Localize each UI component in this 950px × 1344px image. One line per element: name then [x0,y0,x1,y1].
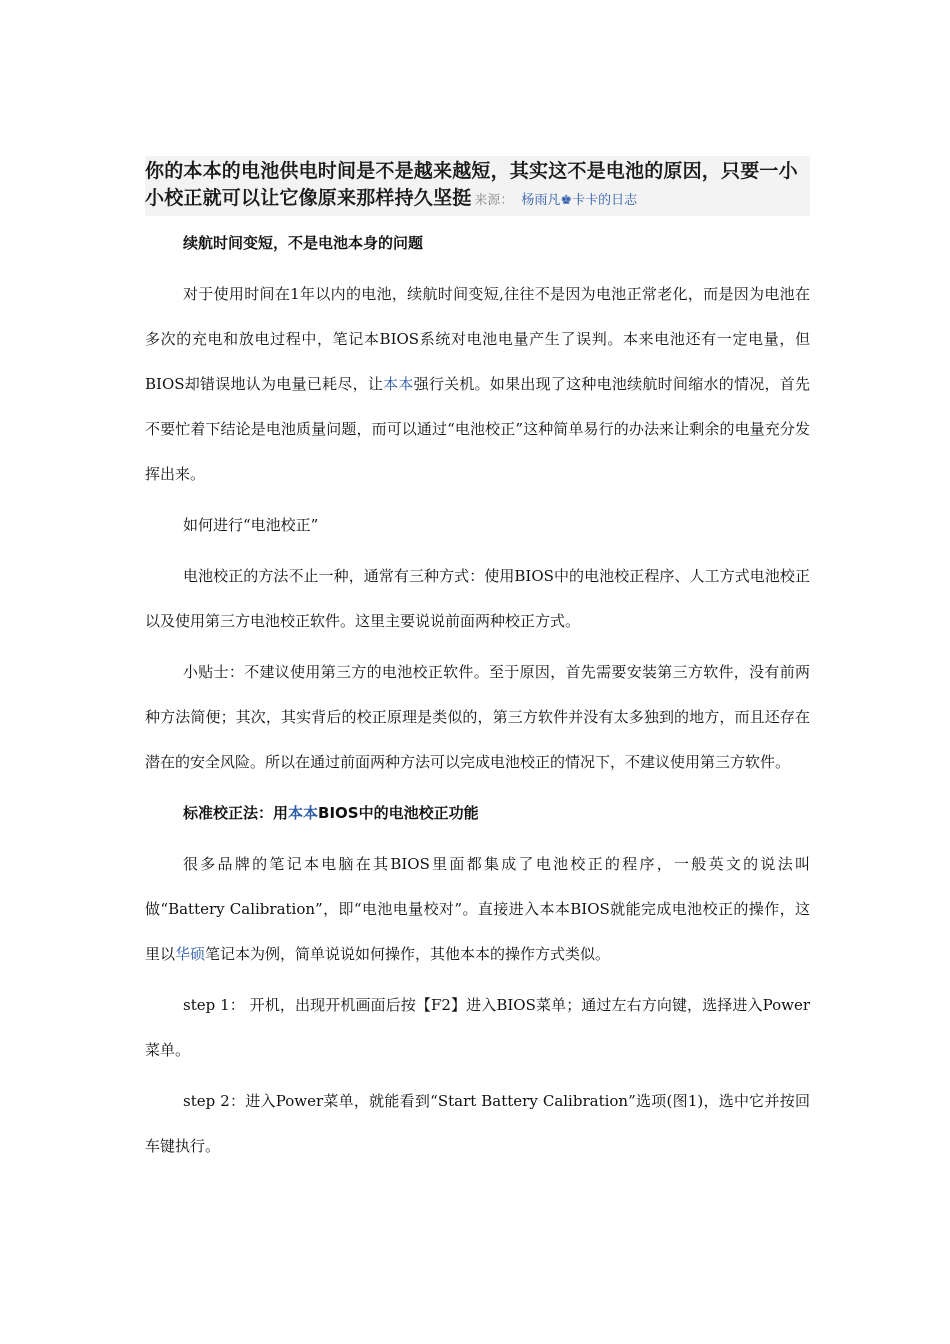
section-heading-bios-method: 标准校正法：用本本BIOS中的电池校正功能 [183,804,479,822]
paragraph-step-2: step 2：进入Power菜单，就能看到“Start Battery Calibration”选项(图1)，选中它并按回车键执行。 [145,1092,810,1155]
article-title: 你的本本的电池供电时间是不是越来越短，其实这不是电池的原因，只要一小小校正就可以让它像原来那样持久坚挺 [145,160,798,209]
article [145,156,810,1169]
paragraph-step-1: step 1： 开机，出现开机画面后按【F2】进入BIOS菜单；通过左右方向键，选择进入Power菜单。 [145,996,810,1059]
laptop-link-heading[interactable]: 本本 [288,804,319,822]
laptop-link[interactable]: 本本 [383,375,414,393]
source-link[interactable]: 杨雨凡♚卡卡的日志 [521,193,638,208]
asus-link[interactable]: 华硕 [175,945,206,963]
paragraph-tip: 小贴士：不建议使用第三方的电池校正软件。至于原因，首先需要安装第三方软件，没有前两种方法简便；其次，其实背后的校正原理是类似的，第三方软件并没有太多独到的地方，而且还存在潜在的安全风险。所以在通过前面两种方法可以完成电池校正的情况下，不建议使用第三方软件。 [145,663,810,771]
paragraph-intro: 对于使用时间在1年以内的电池，续航时间变短,往往不是因为电池正常老化，而是因为电池在多次的充电和放电过程中，笔记本BIOS系统对电池电量产生了误判。本来电池还有一定电量，但BIOS却错误地认为电量已耗尽，让本本强行关机。如果出现了这种电池续航时间缩水的情况，首先不要忙着下结论是电池质量问题，而可以通过“电池校正”这种简单易行的办法来让剩余的电量充分发挥出来。 [145,285,810,483]
paragraph-how-to: 如何进行“电池校正” [183,516,319,534]
paragraph-bios-calibration: 很多品牌的笔记本电脑在其BIOS里面都集成了电池校正的程序，一般英文的说法叫做“Battery Calibration”，即“电池电量校对”。直接进入本本BIOS就能完成电池校正的操作，这里以华硕笔记本为例，简单说说如何操作，其他本本的操作方式类似。 [145,855,810,963]
section-heading-battery-life: 续航时间变短，不是电池本身的问题 [183,234,424,252]
source-label: 来源： [474,193,514,208]
paragraph-methods: 电池校正的方法不止一种，通常有三种方式：使用BIOS中的电池校正程序、人工方式电池校正以及使用第三方电池校正软件。这里主要说说前面两种校正方式。 [145,567,810,630]
article-title-bar [145,156,810,216]
